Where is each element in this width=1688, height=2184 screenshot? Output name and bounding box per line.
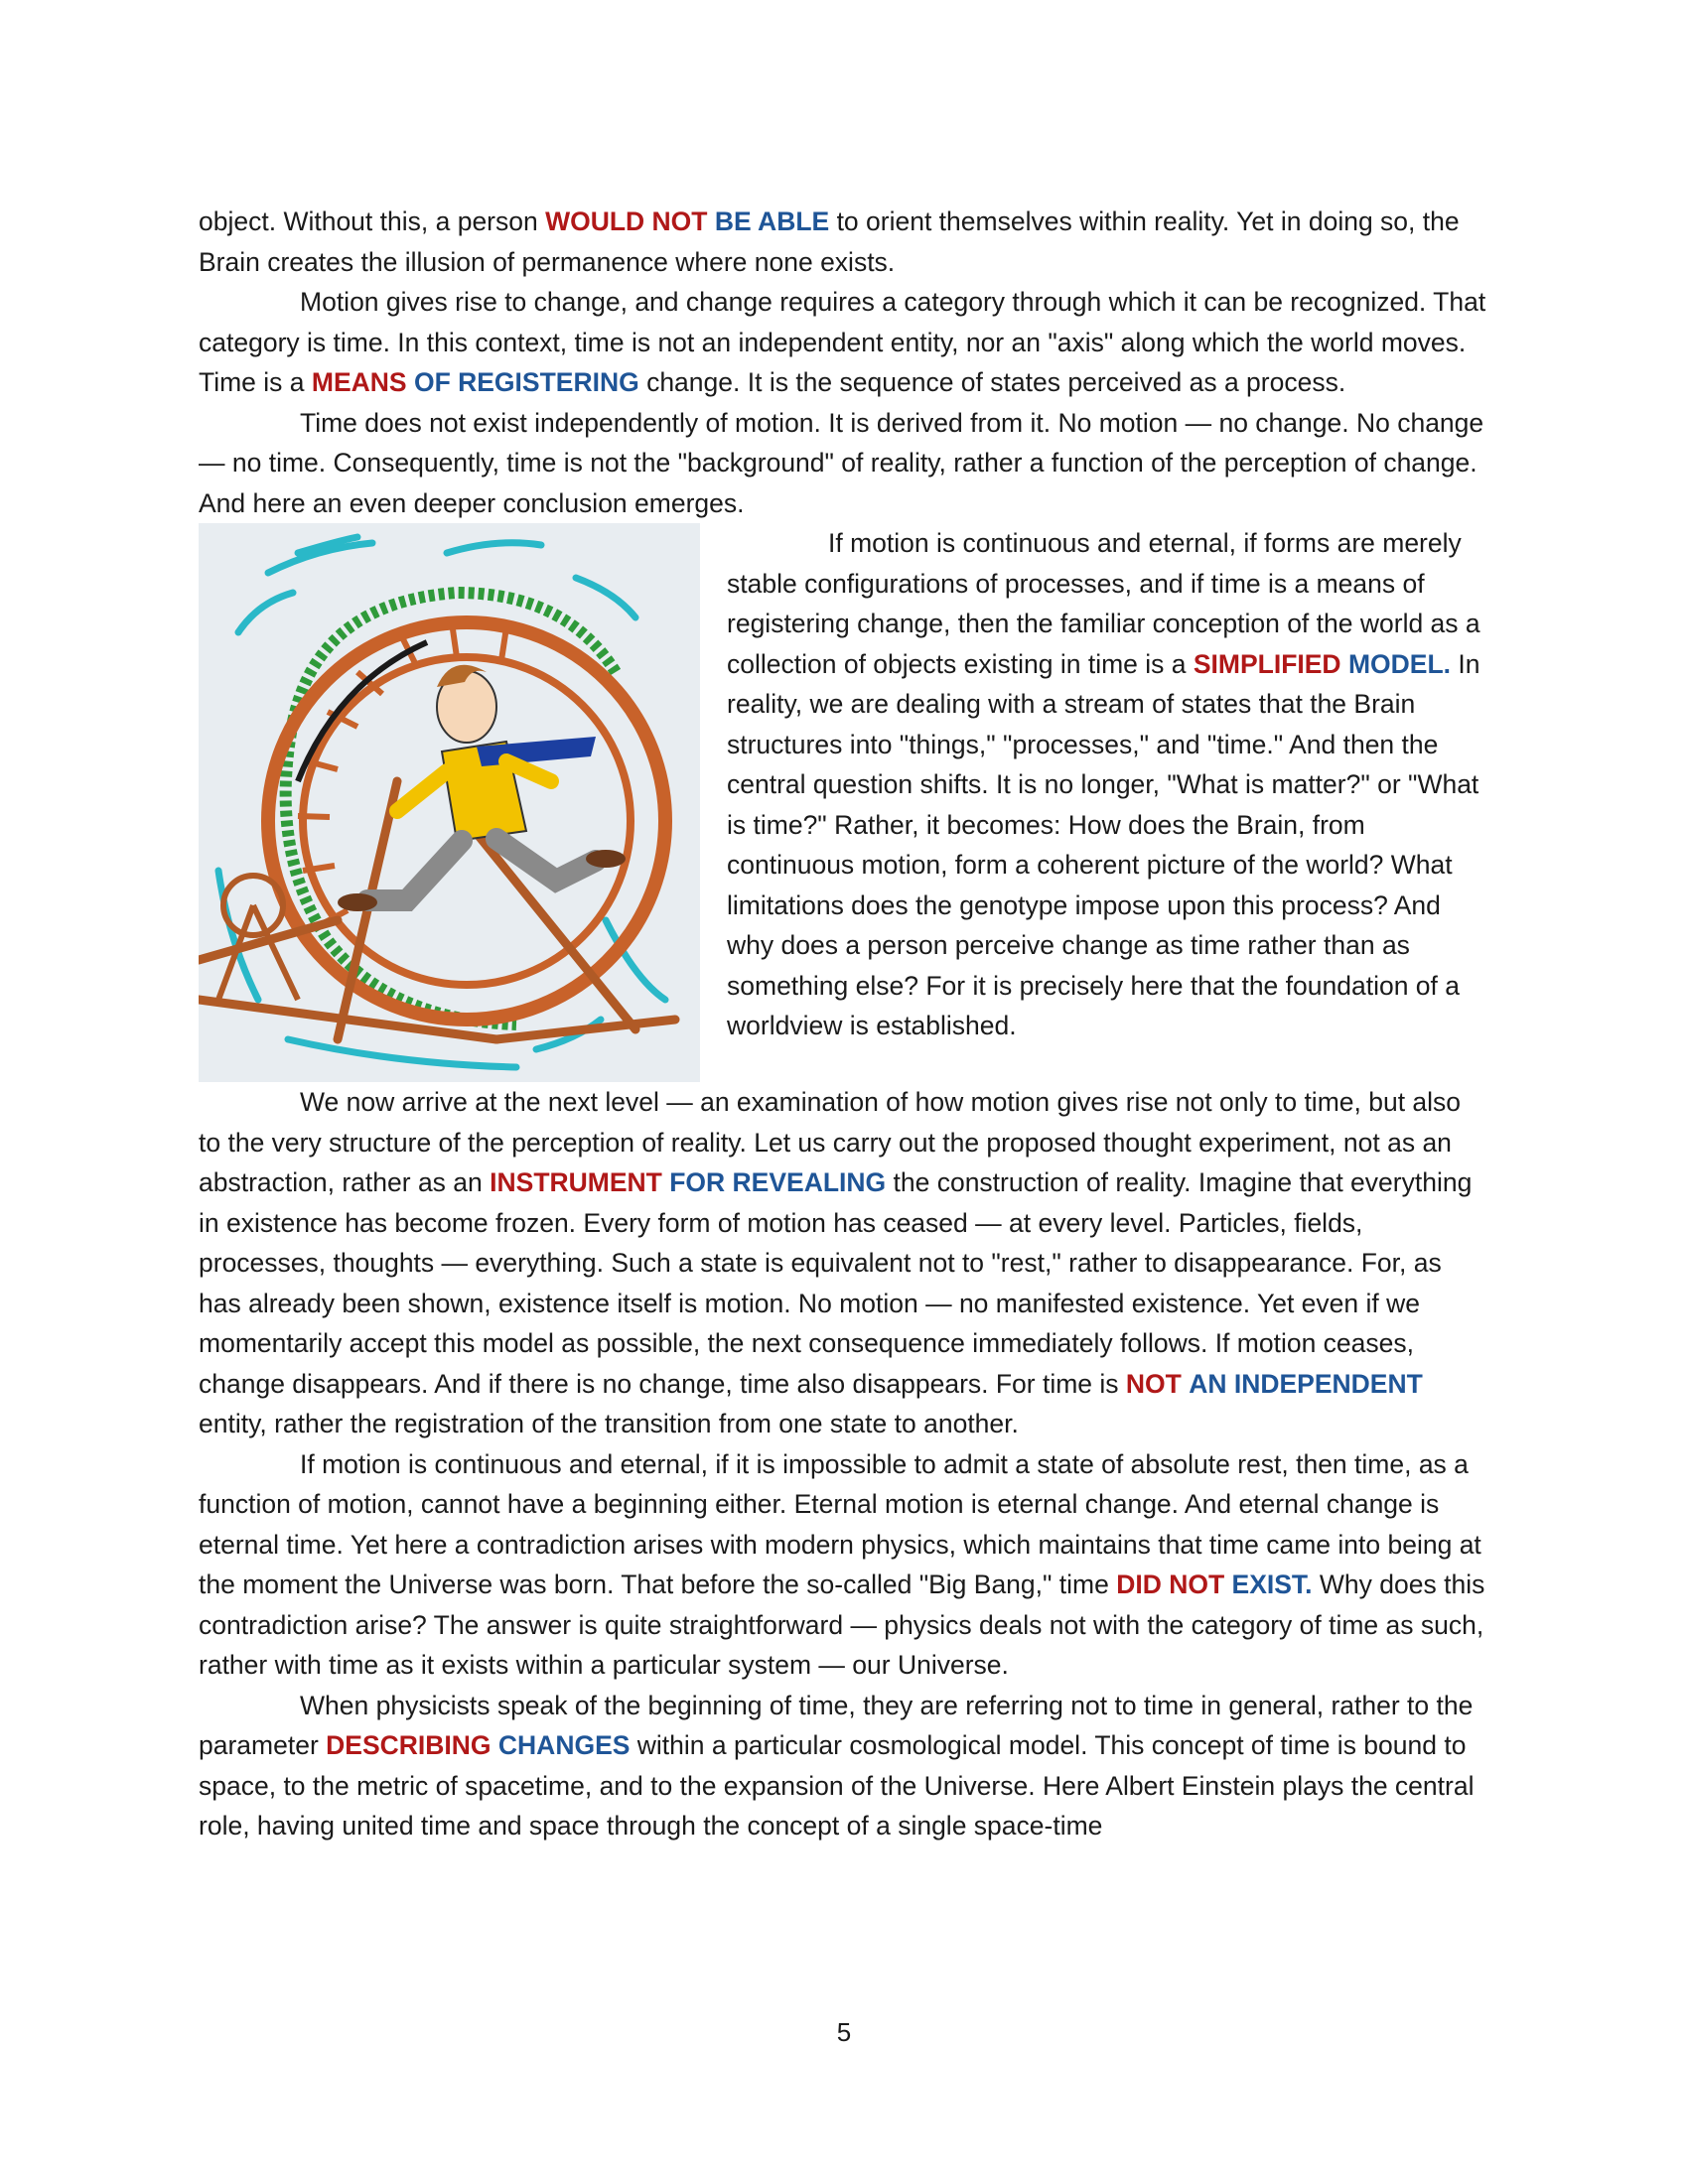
emphasis-red: MEANS — [311, 367, 407, 397]
wrapped-text — [727, 523, 1489, 1046]
emphasis-blue: AN INDEPENDENT — [1189, 1368, 1423, 1399]
paragraph-7 — [199, 1686, 1489, 1846]
emphasis-red: WOULD NOT — [545, 206, 708, 236]
text: If motion is continuous and eternal, if forms are merely stable configurations of processes, and if time is a means of registering change, then the familiar conception of the world as a collection of objects existing in time is a — [727, 528, 1480, 679]
paragraph-5 — [199, 1082, 1489, 1444]
emphasis-blue: BE ABLE — [714, 206, 830, 236]
text: Motion gives rise to change, and change requires a category through which it can be recognized. That category is time. In this context, time is not an independent entity, nor an "axis" along which the world moves. Time is a — [199, 287, 1486, 397]
paragraph-1 — [199, 202, 1489, 282]
text: the construction of reality. Imagine that everything in existence has become frozen. Every form of motion has ceased — at every level. Particles, fields, processes, thoughts — everything. Such a state is equivalent not to "rest," rather to disappearance. For, as has already been shown, existence itself is motion. No motion — no manifested existence. Yet even if we momentarily accept this model as possible, the next consequence immediately follows. If motion ceases, change disappears. And if there is no change, time also disappears. For time is — [199, 1167, 1473, 1399]
text: We now arrive at the next level — an examination of how motion gives rise not only to time, but also to the very structure of the perception of reality. Let us carry out the proposed thought experiment, not as an abstraction, rather as an — [199, 1087, 1462, 1197]
emphasis-blue: EXIST. — [1231, 1570, 1313, 1599]
emphasis-red: SIMPLIFIED — [1193, 648, 1341, 679]
text: within a particular cosmological model. This concept of time is bound to space, to the metric of spacetime, and to the expansion of the Universe. Here Albert Einstein plays the central role, having united time and space through the concept of a single space-time — [199, 1730, 1475, 1841]
illustration-svg — [199, 523, 700, 1082]
text: When physicists speak of the beginning of time, they are referring not to time in general, rather to the parameter — [199, 1690, 1474, 1760]
paragraph-3 — [199, 403, 1489, 524]
text: change. It is the sequence of states perceived as a process. — [638, 367, 1346, 397]
page-number: 5 — [836, 2017, 852, 2047]
emphasis-blue: MODEL. — [1347, 648, 1451, 679]
emphasis-red: DID NOT — [1116, 1570, 1225, 1599]
text: object. Without this, a person — [199, 206, 546, 236]
text: Time does not exist independently of motion. It is derived from it. No motion — no change. No change — no time. Consequently, time is not the "background" of reality, rather a function of the perception of change. And here an even deeper conclusion emerges. — [199, 407, 1484, 518]
text: If motion is continuous and eternal, if it is impossible to admit a state of absolute rest, then time, as a function of motion, cannot have a beginning either. Eternal motion is eternal change. And eternal change is eternal time. Yet here a contradiction arises with modern physics, which maintains that time came into being at the moment the Universe was born. That before the so-called "Big Bang," time — [199, 1448, 1481, 1599]
paragraph-2 — [199, 282, 1489, 403]
emphasis-blue: CHANGES — [497, 1730, 631, 1760]
text: entity, rather the registration of the transition from one state to another. — [199, 1409, 1019, 1438]
emphasis-blue: FOR REVEALING — [669, 1167, 887, 1197]
paragraph-6 — [199, 1444, 1489, 1686]
emphasis-red: NOT — [1125, 1368, 1182, 1399]
figure-with-text — [199, 523, 1489, 1082]
emphasis-red: INSTRUMENT — [490, 1167, 662, 1197]
hamster-wheel-running-man-illustration — [199, 523, 700, 1082]
text: to orient themselves within reality. Yet in doing so, the Brain creates the illusion of permanence where none exists. — [199, 206, 1460, 277]
text: In reality, we are dealing with a stream of states that the Brain structures into "things," "processes," and "time." And then the central question shifts. It is no longer, "What is matter?" or "What is time?" Rather, it becomes: How does the Brain, from continuous motion, form a coherent picture of the world? What limitations does the genotype impose upon this process? And why does a person perceive change as time rather than as something else? For it is precisely here that the foundation of a worldview is established. — [727, 648, 1480, 1040]
text: Why does this contradiction arise? The answer is quite straightforward — physics deals not with the category of time as such, rather with time as it exists within a particular system — our Universe. — [199, 1570, 1485, 1680]
emphasis-blue: OF REGISTERING — [413, 367, 639, 397]
paragraph-4 — [727, 523, 1489, 1046]
emphasis-red: DESCRIBING — [326, 1730, 492, 1760]
page-body — [199, 202, 1489, 1846]
